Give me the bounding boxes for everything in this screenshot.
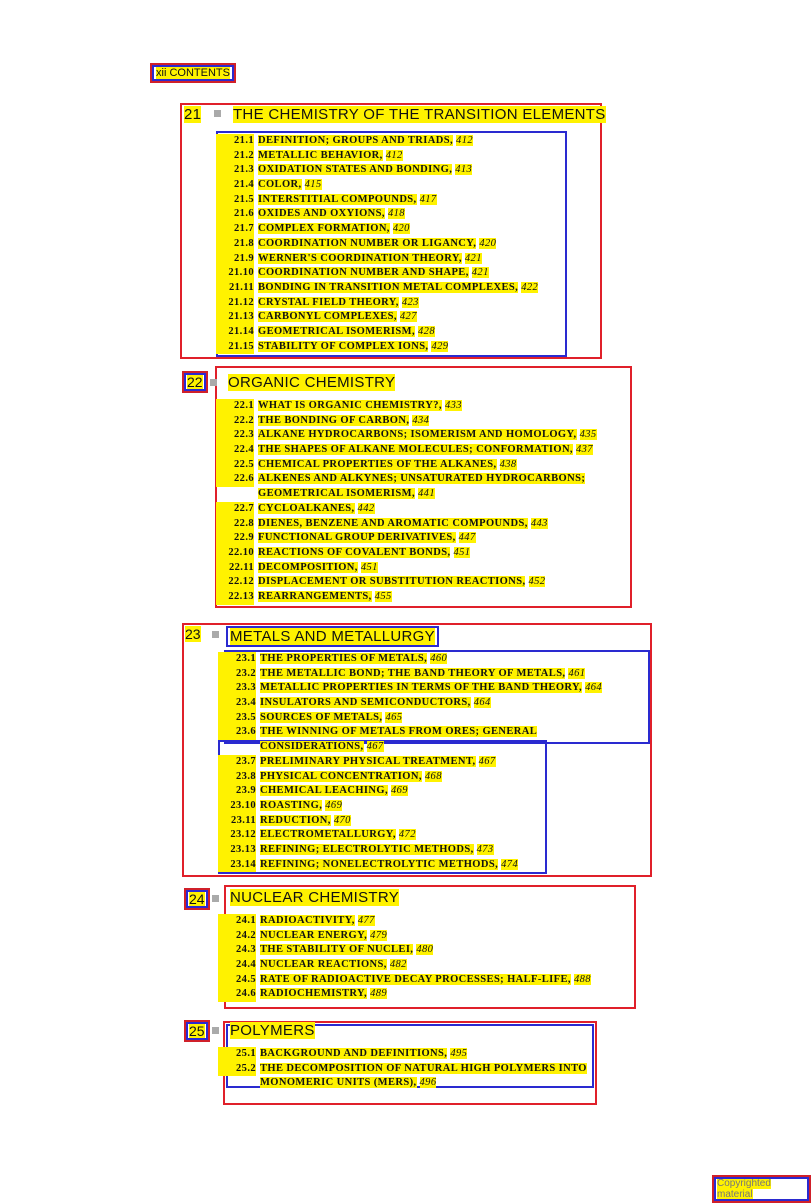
section-number: 22.8 xyxy=(216,517,254,532)
toc-entry[interactable] xyxy=(216,193,538,208)
section-title: THE STABILITY OF NUCLEI, xyxy=(260,944,414,956)
chapter-22-number-box xyxy=(182,371,208,393)
chapter-number: 21 xyxy=(184,106,202,123)
page-number: 488 xyxy=(573,973,591,985)
section-number: 22.12 xyxy=(216,575,254,590)
section-number: 23.10 xyxy=(218,799,256,814)
section-title: OXIDATION STATES AND BONDING, xyxy=(258,164,453,176)
chapter-24-title xyxy=(230,889,399,906)
section-number: 23.14 xyxy=(218,858,256,873)
section-number: 23.2 xyxy=(218,667,256,682)
section-number: 24.5 xyxy=(218,973,256,988)
page-number: 422 xyxy=(521,281,539,293)
chapter-23-title xyxy=(226,626,439,647)
section-title: METALLIC PROPERTIES IN TERMS OF THE BAND THEORY, xyxy=(260,682,583,694)
section-number: 25.1 xyxy=(218,1047,256,1062)
section-title: PHYSICAL CONCENTRATION, xyxy=(260,770,422,782)
section-number: 22.7 xyxy=(216,502,254,517)
section-title: CONSIDERATIONS, xyxy=(260,741,364,753)
page-number: 429 xyxy=(431,340,449,352)
section-title: COORDINATION NUMBER OR LIGANCY, xyxy=(258,237,477,249)
toc-entry[interactable] xyxy=(216,575,597,590)
chapter-title: NUCLEAR CHEMISTRY xyxy=(230,889,400,906)
toc-entry[interactable] xyxy=(218,681,602,696)
toc-entry[interactable] xyxy=(216,340,538,355)
toc-entry[interactable] xyxy=(218,858,602,873)
chapter-number: 25 xyxy=(189,1023,205,1039)
section-number: 21.4 xyxy=(216,178,254,193)
section-title: WERNER'S COORDINATION THEORY, xyxy=(258,252,462,264)
page-number: 461 xyxy=(568,667,586,679)
section-title: RADIOACTIVITY, xyxy=(260,915,355,926)
header-text: xii CONTENTS xyxy=(156,67,230,79)
page-number: 496 xyxy=(419,1077,437,1089)
section-number: 21.14 xyxy=(216,325,254,340)
section-number: 22.10 xyxy=(216,546,254,561)
toc-entry[interactable] xyxy=(216,517,597,532)
toc-entry[interactable] xyxy=(218,755,602,770)
toc-entry[interactable] xyxy=(216,399,597,414)
section-number: 23.13 xyxy=(218,843,256,858)
toc-entry[interactable] xyxy=(216,487,597,502)
section-number: 24.4 xyxy=(218,958,256,973)
toc-entry[interactable] xyxy=(218,784,602,799)
section-number: 21.13 xyxy=(216,310,254,325)
section-title: CHEMICAL LEACHING, xyxy=(260,785,388,797)
page-number: 467 xyxy=(478,755,496,767)
section-title: REACTIONS OF COVALENT BONDS, xyxy=(258,546,451,558)
section-number: 22.6 xyxy=(216,472,254,487)
chapter-number: 22 xyxy=(187,374,203,390)
section-number: 21.9 xyxy=(216,252,254,267)
page-number: 473 xyxy=(476,843,494,855)
section-number: 21.11 xyxy=(216,281,254,296)
section-number: 23.8 xyxy=(218,770,256,785)
section-title: COMPLEX FORMATION, xyxy=(258,223,390,235)
section-title: CHEMICAL PROPERTIES OF THE ALKANES, xyxy=(258,458,497,470)
section-number: 21.3 xyxy=(216,163,254,178)
section-number: 22.2 xyxy=(216,414,254,429)
page-number: 464 xyxy=(473,697,491,709)
toc-entry[interactable] xyxy=(218,943,591,958)
section-number: 21.5 xyxy=(216,193,254,208)
toc-entry[interactable] xyxy=(218,914,591,929)
toc-entry[interactable] xyxy=(216,207,538,222)
section-title: REARRANGEMENTS, xyxy=(258,590,372,602)
section-number: 23.7 xyxy=(218,755,256,770)
chapter-title: METALS AND METALLURGY xyxy=(230,628,435,645)
section-number: 23.3 xyxy=(218,681,256,696)
section-title: PRELIMINARY PHYSICAL TREATMENT, xyxy=(260,755,476,767)
section-title: THE WINNING OF METALS FROM ORES; GENERAL xyxy=(260,726,538,738)
section-title: FUNCTIONAL GROUP DERIVATIVES, xyxy=(258,532,456,544)
toc-entry[interactable] xyxy=(218,929,591,944)
page-number: 451 xyxy=(360,561,378,573)
page-number: 472 xyxy=(398,829,416,841)
page-number: 412 xyxy=(385,149,403,161)
section-title: WHAT IS ORGANIC CHEMISTRY?, xyxy=(258,400,442,411)
page-number: 412 xyxy=(456,135,473,146)
section-number: 24.6 xyxy=(218,987,256,1002)
copyright-text: Copyrighted material xyxy=(717,1178,771,1200)
section-title: DEFINITION; GROUPS AND TRIADS, xyxy=(258,135,454,146)
toc-entry[interactable] xyxy=(218,696,602,711)
section-number: 24.2 xyxy=(218,929,256,944)
chapter-23-list xyxy=(218,652,602,872)
page-number: 482 xyxy=(389,959,407,971)
page-number: 420 xyxy=(392,223,410,235)
toc-entry[interactable] xyxy=(216,310,538,325)
section-number: 24.1 xyxy=(218,914,256,929)
toc-entry[interactable] xyxy=(216,149,538,164)
chapter-21-heading xyxy=(184,106,606,123)
toc-entry[interactable] xyxy=(216,458,597,473)
toc-entry[interactable] xyxy=(218,1062,587,1077)
page-number: 465 xyxy=(385,711,403,723)
toc-entry[interactable] xyxy=(218,1047,587,1062)
page-number: 460 xyxy=(430,653,448,664)
toc-entry[interactable] xyxy=(216,325,538,340)
page-number: 433 xyxy=(444,400,462,411)
chapter-25-number-box xyxy=(184,1020,210,1042)
section-number: 22.5 xyxy=(216,458,254,473)
toc-entry[interactable] xyxy=(216,252,538,267)
page-number: 495 xyxy=(450,1048,468,1059)
section-title: INSULATORS AND SEMICONDUCTORS, xyxy=(260,697,471,709)
section-title: CRYSTAL FIELD THEORY, xyxy=(258,296,399,308)
toc-entry[interactable] xyxy=(218,843,602,858)
page-number: 413 xyxy=(455,164,473,176)
page-number: 452 xyxy=(528,576,546,588)
toc-entry[interactable] xyxy=(216,237,538,252)
section-number: 22.13 xyxy=(216,590,254,605)
page-number: 469 xyxy=(325,799,343,811)
section-title: COLOR, xyxy=(258,179,302,191)
chapter-24-number-box xyxy=(184,888,210,910)
page-number: 468 xyxy=(424,770,442,782)
section-title: REDUCTION, xyxy=(260,814,331,826)
section-title: MONOMERIC UNITS (MERS), xyxy=(260,1077,417,1089)
page-number: 451 xyxy=(453,546,471,558)
section-number: 22.9 xyxy=(216,531,254,546)
section-title: THE SHAPES OF ALKANE MOLECULES; CONFORMATION, xyxy=(258,444,573,456)
toc-entry[interactable] xyxy=(216,531,597,546)
toc-entry[interactable] xyxy=(218,770,602,785)
section-number: 21.2 xyxy=(216,149,254,164)
section-number: 21.8 xyxy=(216,237,254,252)
toc-entry[interactable] xyxy=(216,590,597,605)
section-title: DECOMPOSITION, xyxy=(258,561,358,573)
chapter-title: ORGANIC CHEMISTRY xyxy=(228,374,396,391)
section-title: THE PROPERTIES OF METALS, xyxy=(260,653,428,664)
section-number: 21.15 xyxy=(216,340,254,355)
toc-entry[interactable] xyxy=(218,667,602,682)
toc-entry[interactable] xyxy=(216,296,538,311)
bullet-icon xyxy=(214,110,221,117)
section-title: REFINING; ELECTROLYTIC METHODS, xyxy=(260,843,474,855)
copyright-notice xyxy=(712,1175,811,1203)
section-title: INTERSTITIAL COMPOUNDS, xyxy=(258,193,417,205)
section-title: GEOMETRICAL ISOMERISM, xyxy=(258,325,415,337)
section-number: 22.11 xyxy=(216,561,254,576)
page-number: 423 xyxy=(401,296,419,308)
page-number: 489 xyxy=(370,988,388,1000)
page-number: 467 xyxy=(366,741,384,753)
chapter-25-list xyxy=(218,1047,587,1091)
page-number: 441 xyxy=(418,488,435,500)
section-title: CARBONYL COMPLEXES, xyxy=(258,311,397,323)
toc-entry[interactable] xyxy=(216,546,597,561)
section-number: 23.6 xyxy=(218,725,256,740)
section-title: RATE OF RADIOACTIVE DECAY PROCESSES; HALF-LIFE, xyxy=(260,973,571,985)
section-title: ELECTROMETALLURGY, xyxy=(260,829,396,841)
chapter-25-title xyxy=(230,1022,315,1039)
chapter-22-title xyxy=(228,374,395,391)
toc-entry[interactable] xyxy=(218,1076,587,1091)
toc-entry[interactable] xyxy=(216,472,597,487)
page-number: 421 xyxy=(464,252,482,264)
page-number: 474 xyxy=(501,858,519,870)
page-number: 443 xyxy=(530,517,548,529)
toc-entry[interactable] xyxy=(216,266,538,281)
section-title: BONDING IN TRANSITION METAL COMPLEXES, xyxy=(258,281,519,293)
toc-entry[interactable] xyxy=(216,163,538,178)
toc-entry[interactable] xyxy=(216,561,597,576)
toc-entry[interactable] xyxy=(218,799,602,814)
section-number: 21.6 xyxy=(216,207,254,222)
section-title: DISPLACEMENT OR SUBSTITUTION REACTIONS, xyxy=(258,576,526,588)
chapter-24-list xyxy=(218,914,591,1002)
toc-entry[interactable] xyxy=(218,973,591,988)
chapter-23-number xyxy=(182,625,204,643)
section-title: ALKANE HYDROCARBONS; ISOMERISM AND HOMOLOGY, xyxy=(258,429,577,441)
page-number: 464 xyxy=(585,682,603,694)
section-title: RADIOCHEMISTRY, xyxy=(260,988,368,1000)
chapter-21-list xyxy=(216,134,538,354)
chapter-title: POLYMERS xyxy=(230,1022,315,1039)
section-title: NUCLEAR ENERGY, xyxy=(260,929,368,941)
chapter-title: THE CHEMISTRY OF THE TRANSITION ELEMENTS xyxy=(232,106,606,123)
bullet-icon xyxy=(212,1027,219,1034)
page-number: 438 xyxy=(499,458,517,470)
section-number: 22.1 xyxy=(216,399,254,414)
toc-entry[interactable] xyxy=(216,134,538,149)
section-number: 21.1 xyxy=(216,134,254,149)
section-number: 24.3 xyxy=(218,943,256,958)
toc-entry[interactable] xyxy=(218,814,602,829)
section-number: 25.2 xyxy=(218,1062,256,1077)
section-title: GEOMETRICAL ISOMERISM, xyxy=(258,488,415,500)
bullet-icon xyxy=(212,895,219,902)
page-number: 479 xyxy=(370,929,388,941)
section-title: OXIDES AND OXYIONS, xyxy=(258,208,385,220)
page-number: 437 xyxy=(575,444,593,456)
toc-entry[interactable] xyxy=(216,222,538,237)
page-number: 455 xyxy=(374,590,392,602)
section-title: DIENES, BENZENE AND AROMATIC COMPOUNDS, xyxy=(258,517,528,529)
toc-entry[interactable] xyxy=(218,652,602,667)
page-number: 427 xyxy=(399,311,417,323)
toc-entry[interactable] xyxy=(218,711,602,726)
toc-entry[interactable] xyxy=(216,281,538,296)
section-number: 23.4 xyxy=(218,696,256,711)
section-number: 22.3 xyxy=(216,428,254,443)
toc-entry[interactable] xyxy=(218,958,591,973)
section-title: THE METALLIC BOND; THE BAND THEORY OF METALS, xyxy=(260,667,566,679)
section-title: CYCLOALKANES, xyxy=(258,502,355,514)
chapter-number: 23 xyxy=(185,626,201,642)
page-number: 442 xyxy=(357,502,375,514)
section-title: METALLIC BEHAVIOR, xyxy=(258,149,383,161)
toc-entry[interactable] xyxy=(218,828,602,843)
section-number: 21.10 xyxy=(216,266,254,281)
running-header xyxy=(150,63,236,83)
page-number: 435 xyxy=(579,429,597,441)
section-title: THE BONDING OF CARBON, xyxy=(258,414,410,426)
section-title: ROASTING, xyxy=(260,799,323,811)
page-number: 447 xyxy=(458,532,476,544)
section-number: 23.9 xyxy=(218,784,256,799)
section-number: 23.11 xyxy=(218,814,256,829)
section-title: COORDINATION NUMBER AND SHAPE, xyxy=(258,267,469,279)
toc-entry[interactable] xyxy=(218,987,591,1002)
toc-entry[interactable] xyxy=(216,443,597,458)
page-number: 434 xyxy=(412,414,430,426)
section-title: REFINING; NONELECTROLYTIC METHODS, xyxy=(260,858,499,870)
toc-entry[interactable] xyxy=(216,178,538,193)
section-title: NUCLEAR REACTIONS, xyxy=(260,959,387,971)
bullet-icon xyxy=(212,631,219,638)
section-title: BACKGROUND AND DEFINITIONS, xyxy=(260,1048,448,1059)
page-number: 418 xyxy=(387,208,405,220)
page-number: 428 xyxy=(418,325,435,337)
page-number: 415 xyxy=(304,179,322,191)
section-number: 21.12 xyxy=(216,296,254,311)
toc-entry[interactable] xyxy=(216,414,597,429)
page-number: 469 xyxy=(391,785,408,797)
page-number: 421 xyxy=(471,267,489,279)
toc-entry[interactable] xyxy=(216,502,597,517)
section-title: THE DECOMPOSITION OF NATURAL HIGH POLYMERS INTO xyxy=(260,1062,587,1074)
bullet-icon xyxy=(210,379,217,386)
section-number: 22.4 xyxy=(216,443,254,458)
page-number: 417 xyxy=(419,193,437,205)
section-number: 23.5 xyxy=(218,711,256,726)
page-number: 480 xyxy=(416,944,434,956)
section-title: STABILITY OF COMPLEX IONS, xyxy=(258,340,429,352)
page-number: 470 xyxy=(333,814,351,826)
section-number: 23.1 xyxy=(218,652,256,667)
toc-entry[interactable] xyxy=(218,725,602,740)
chapter-number: 24 xyxy=(189,891,205,907)
section-number: 21.7 xyxy=(216,222,254,237)
section-number: 23.12 xyxy=(218,828,256,843)
section-title: SOURCES OF METALS, xyxy=(260,711,383,723)
page-number: 477 xyxy=(357,915,375,926)
toc-entry[interactable] xyxy=(216,428,597,443)
chapter-22-list xyxy=(216,399,597,605)
page-number: 420 xyxy=(479,237,497,249)
section-title: ALKENES AND ALKYNES; UNSATURATED HYDROCARBONS; xyxy=(258,473,586,485)
toc-entry[interactable] xyxy=(218,740,602,755)
